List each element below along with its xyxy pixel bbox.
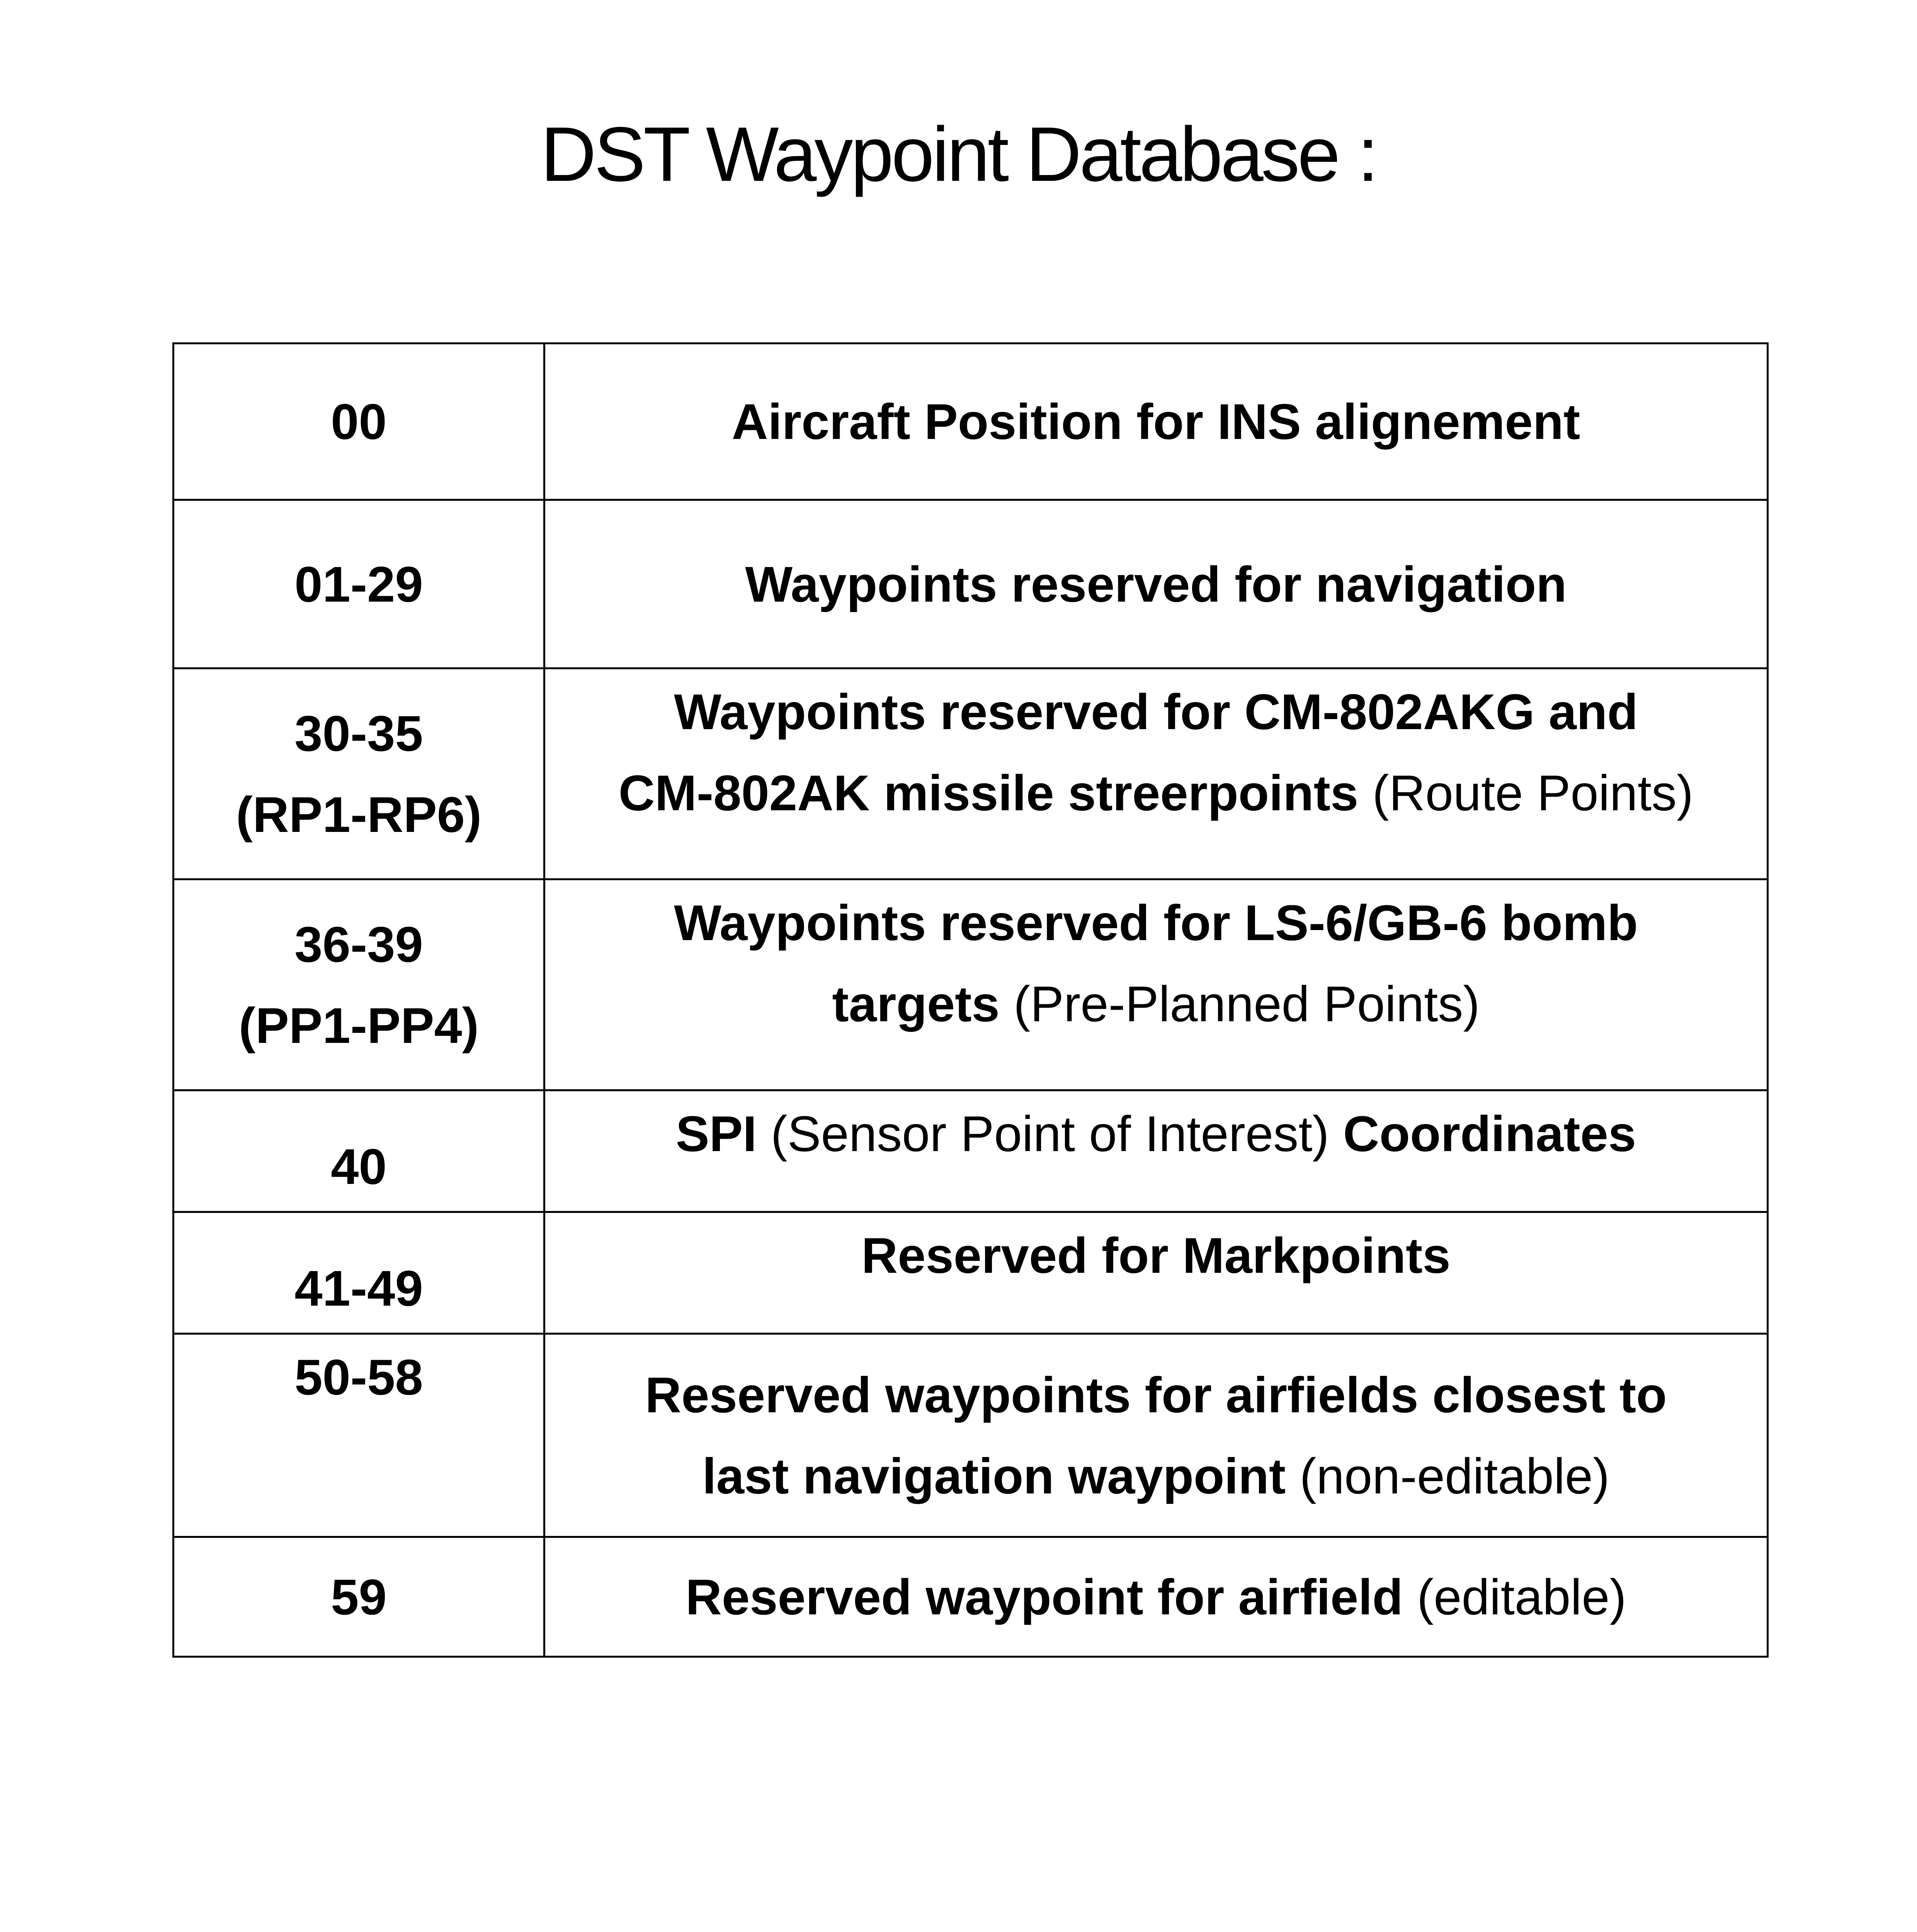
- waypoint-description: [544, 879, 1768, 1090]
- description-note: (Pre-Planned Points): [999, 976, 1480, 1032]
- description-bold: Aircraft Position for INS alignement: [731, 393, 1580, 450]
- waypoint-id: [173, 879, 544, 1090]
- table-row: [173, 1334, 1768, 1537]
- waypoint-id: 01-29: [173, 500, 544, 668]
- waypoint-table: [172, 342, 1769, 1658]
- description-bold: targets: [832, 976, 1000, 1032]
- waypoint-id: 59: [173, 1537, 544, 1657]
- description-line: Waypoints reserved for LS-6/GB-6 bomb: [674, 895, 1638, 951]
- description-bold: last navigation waypoint: [702, 1447, 1286, 1504]
- waypoint-id-alias: (PP1-PP4): [238, 997, 479, 1054]
- waypoint-description: [544, 1537, 1768, 1657]
- table-row: [173, 1537, 1768, 1657]
- waypoint-description: [544, 500, 1768, 668]
- description-line: [545, 1435, 1767, 1517]
- description-bold: CM-802AK missile streerpoints: [618, 765, 1359, 821]
- waypoint-id: 41-49: [173, 1212, 544, 1334]
- waypoint-id-range: 30-35: [294, 705, 423, 762]
- description-bold: SPI: [675, 1105, 757, 1162]
- table-row: [173, 1090, 1768, 1212]
- waypoint-description: [544, 1212, 1768, 1334]
- description-bold: Waypoints reserved for navigation: [745, 556, 1567, 612]
- table-row: [173, 1212, 1768, 1334]
- waypoint-id-alias: (RP1-RP6): [236, 786, 482, 843]
- description-line: Reserved waypoints for airfields closest to: [645, 1366, 1667, 1423]
- description-line: [545, 963, 1767, 1044]
- description-bold: Reserved waypoint for airfield: [685, 1568, 1403, 1625]
- table-row: [173, 500, 1768, 668]
- table-row: [173, 344, 1768, 500]
- waypoint-description: [544, 344, 1768, 500]
- table-row: [173, 668, 1768, 879]
- waypoint-id: [173, 668, 544, 879]
- waypoint-id-range: 36-39: [294, 916, 423, 973]
- description-note: (Route Points): [1358, 765, 1694, 821]
- page-title: DST Waypoint Database :: [540, 111, 1377, 197]
- waypoint-description: [544, 1090, 1768, 1212]
- description-note: (editable): [1403, 1568, 1626, 1625]
- table-row: [173, 879, 1768, 1090]
- waypoint-id: 00: [173, 344, 544, 500]
- waypoint-id: 40: [173, 1090, 544, 1212]
- waypoint-id: 50-58: [173, 1334, 544, 1537]
- description-note: (Sensor Point of Interest): [757, 1105, 1343, 1162]
- waypoint-description: [544, 668, 1768, 879]
- description-note: (non-editable): [1286, 1447, 1610, 1504]
- description-line: Waypoints reserved for CM-802AKG and: [674, 684, 1638, 740]
- description-bold: Coordinates: [1343, 1105, 1636, 1162]
- description-bold: Reserved for Markpoints: [861, 1227, 1451, 1284]
- description-line: [545, 752, 1767, 833]
- waypoint-description: [544, 1334, 1768, 1537]
